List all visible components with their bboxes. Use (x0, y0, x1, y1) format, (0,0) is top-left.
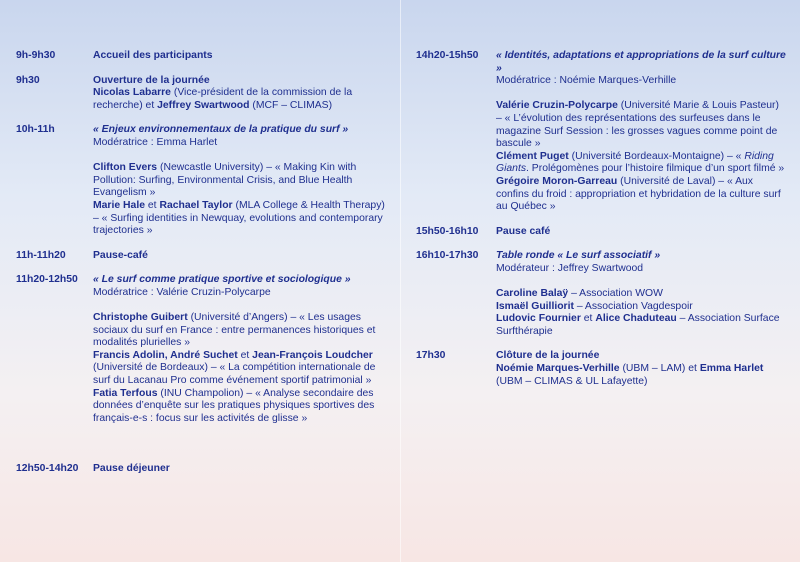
speaker-name: Alice Chaduteau (595, 313, 677, 325)
speaker-entry: Ludovic Fournier et Alice Chaduteau – Association Surface Surfthérapie (496, 313, 780, 337)
speaker-name: Caroline Balaÿ (496, 288, 569, 300)
speaker-name: Christophe Guibert (93, 312, 188, 324)
speaker-entry: Caroline Balaÿ – Association WOW (496, 288, 663, 300)
speaker-name: Emma Harlet (699, 363, 764, 375)
session-time: 11h-11h20 (16, 249, 66, 261)
speaker-name: Ludovic Fournier (496, 313, 581, 325)
moderator: Modératrice : Noémie Marques-Verhille (496, 75, 677, 87)
session-roundtable (416, 250, 786, 338)
session-title: « Le surf comme pratique sportive et sociologique » (93, 274, 351, 286)
session-title: « Identités, adaptations et appropriations de la surf culture » (496, 50, 786, 74)
session-title: Accueil des participants (93, 50, 213, 61)
speaker-name: Clément Puget (496, 150, 569, 162)
speaker-name: Valérie Cruzin-Polycarpe (496, 100, 618, 112)
speaker-name: Francis Adolin, André Suchet (93, 349, 238, 361)
moderator: Modératrice : Valérie Cruzin-Polycarpe (93, 286, 271, 298)
speaker-name: Ismaël Guilliorit (496, 300, 574, 312)
speaker-entry: Nicolas Labarre (Vice-président de la commission de la recherche) et Jeffrey Swartwood (MCF – CLIMAS) (93, 87, 353, 111)
session-title: Table ronde « Le surf associatif » (496, 250, 661, 262)
session-title: Pause déjeuner (93, 463, 170, 475)
film-title: Riding Giants (496, 150, 774, 175)
session-closing (416, 350, 786, 388)
speaker-entry: Clifton Evers (Newcastle University) – « Making Kin with Pollution: Surfing, Environmental Crisis, and Blue Health Evangelism » (93, 162, 357, 199)
session-time: 10h-11h (16, 124, 55, 136)
session-identities (416, 50, 786, 214)
session-title: Ouverture de la journée (93, 74, 210, 86)
speaker-entry: Fatia Terfous (INU Champolion) – « Analyse secondaire des données d’enquête sur les pratiques physiques sportives des français-e-s : focus sur les activités de glisse » (93, 387, 375, 424)
session-title: « Enjeux environnementaux de la pratique du surf » (93, 124, 349, 136)
speaker-name: Marie Hale (93, 199, 145, 211)
session-break (16, 250, 390, 263)
session-time: 9h-9h30 (16, 50, 56, 61)
session-welcome (16, 50, 390, 63)
speaker-name: Grégoire Moron-Garreau (496, 175, 618, 187)
session-title: Clôture de la journée (496, 350, 600, 362)
left-column (16, 50, 390, 488)
speaker-entry: Ismaël Guilliorit – Association Vagdespoir (496, 300, 693, 312)
session-time: 15h50-16h10 (416, 225, 479, 237)
session-time: 9h30 (16, 74, 40, 86)
session-time: 12h50-14h20 (16, 463, 79, 475)
session-title: Pause café (496, 225, 551, 237)
speaker-entry: Grégoire Moron-Garreau (Université de Laval) – « Aux confins du froid : appropriation et hybridation de la culture surf au Québec » (496, 175, 781, 213)
speaker-name: Clifton Evers (93, 162, 158, 174)
speaker-entry: Francis Adolin, André Suchet et Jean-François Loudcher (Université de Bordeaux) – « La compétition internationale de surf du Lacanau Pro comme événement sportif patrimonial » (93, 349, 376, 387)
session-time: 16h10-17h30 (416, 250, 479, 262)
speaker-name: Rachael Taylor (159, 199, 233, 211)
session-environment (16, 124, 390, 237)
speaker-entry: Christophe Guibert (Université d’Angers) – « Les usages sociaux du surf en France : entre permanences historiques et modalités plurielles » (93, 312, 376, 349)
session-time: 11h20-12h50 (16, 274, 78, 286)
page-fold (400, 0, 401, 562)
speaker-name: Jean-François Loudcher (252, 349, 373, 361)
moderator: Modératrice : Emma Harlet (93, 136, 218, 148)
speaker-name: Jeffrey Swartwood (157, 99, 250, 111)
session-time: 17h30 (416, 350, 446, 362)
speaker-entry: Clément Puget (Université Bordeaux-Montaigne) – « Riding Giants. Prolégomènes pour l’histoire filmique d’un sport filmé » (496, 150, 785, 175)
session-title: Pause-café (93, 249, 148, 261)
session-time: 14h20-15h50 (416, 50, 479, 61)
session-coffee (416, 226, 786, 239)
session-opening (16, 75, 390, 113)
speaker-name: Nicolas Labarre (93, 87, 171, 99)
moderator: Modérateur : Jeffrey Swartwood (496, 262, 644, 274)
session-lunch (16, 463, 390, 476)
speaker-entry: Valérie Cruzin-Polycarpe (Université Marie & Louis Pasteur) – « L’évolution des représentations des surfeuses dans le magazine Surf Session : les grosses vagues comme point de bascule » (496, 100, 779, 150)
speaker-name: Fatia Terfous (93, 387, 158, 399)
speaker-name: Noémie Marques-Verhille (496, 363, 620, 375)
right-column (416, 50, 786, 400)
speaker-entry: Marie Hale et Rachael Taylor (MLA College & Health Therapy) – « Surfing identities in Newquay, evolutions and contemporary trajectories » (93, 199, 385, 237)
session-sociology (16, 274, 390, 425)
speaker-entry: Noémie Marques-Verhille (UBM – LAM) et Emma Harlet (UBM – CLIMAS & UL Lafayette) (496, 363, 764, 387)
